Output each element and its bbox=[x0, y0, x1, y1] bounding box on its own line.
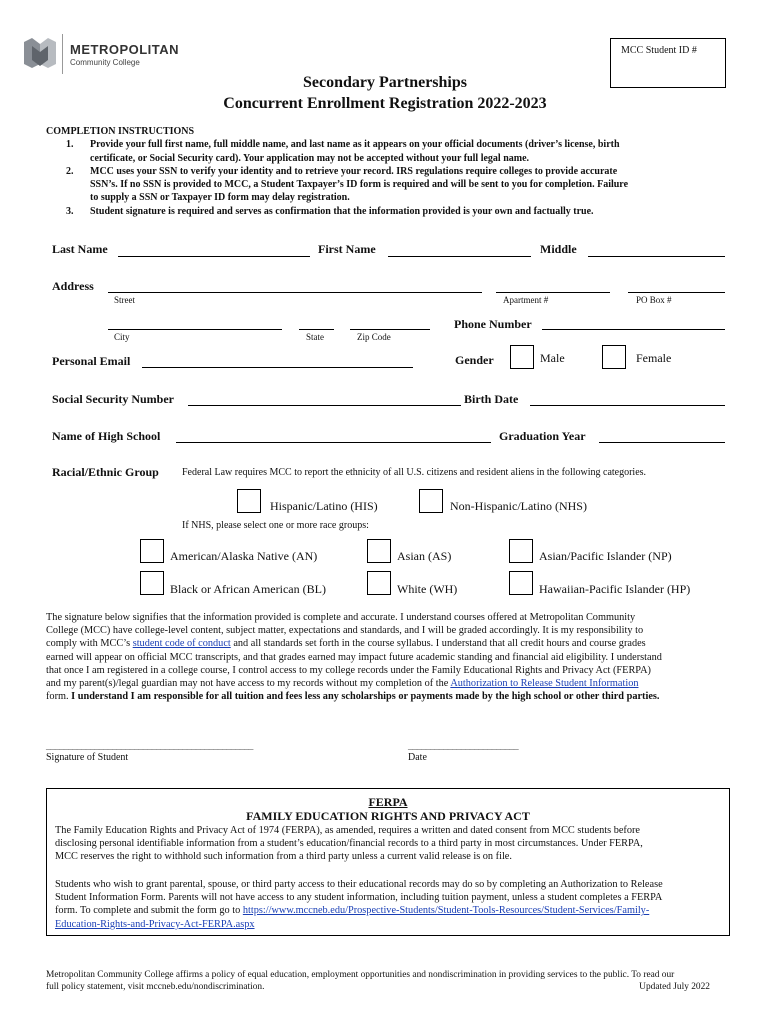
footer-updated: Updated July 2022 bbox=[639, 981, 710, 992]
instruction-line: Student signature is required and serves as confirmation that the information provided is your own and factually true. bbox=[90, 205, 594, 217]
date-line[interactable]: _________________________ bbox=[408, 740, 519, 751]
logo-name: METROPOLITAN bbox=[70, 42, 180, 57]
instruction-line: SSN’s. If no SSN is provided to MCC, a Student Taxpayer’s ID form is required and will be sent to you for completion. Failure bbox=[90, 179, 629, 191]
authorization-release-link[interactable]: Authorization to Release Student Information bbox=[450, 678, 639, 690]
responsibility-statement: I understand I am responsible for all tuition and fees less any scholarships or payments made by the high school or other third parties. bbox=[71, 691, 660, 703]
signature-label: Signature of Student bbox=[46, 752, 129, 763]
an-checkbox[interactable] bbox=[140, 539, 164, 563]
state-caption: State bbox=[306, 332, 324, 342]
ssn-field[interactable] bbox=[188, 405, 461, 406]
ferpa-line: The Family Education Rights and Privacy Act of 1974 (FERPA), as amended, requires a written and dated consent from MCC students before bbox=[55, 825, 640, 836]
hp-label: Hawaiian-Pacific Islander (HP) bbox=[539, 582, 691, 596]
date-label: Date bbox=[408, 752, 427, 763]
instructions-heading: COMPLETION INSTRUCTIONS bbox=[46, 126, 195, 137]
phone-field[interactable] bbox=[542, 329, 725, 330]
non-hispanic-label: Non-Hispanic/Latino (NHS) bbox=[450, 499, 587, 513]
first-name-label: First Name bbox=[318, 242, 376, 256]
hispanic-checkbox[interactable] bbox=[237, 489, 261, 513]
email-label: Personal Email bbox=[52, 354, 131, 368]
mcc-logo bbox=[24, 34, 194, 76]
ferpa-title: FERPA bbox=[368, 795, 408, 809]
non-hispanic-checkbox[interactable] bbox=[419, 489, 443, 513]
ferpa-line: Student Information Form. Parents will not have access to any student information, including tuition payment, unless a student completes a FERPA bbox=[55, 892, 663, 904]
middle-name-field[interactable] bbox=[588, 256, 725, 257]
statement-line bbox=[46, 677, 736, 690]
ferpa-paragraph-2 bbox=[55, 878, 727, 931]
footer bbox=[46, 970, 728, 993]
ssn-label: Social Security Number bbox=[52, 392, 174, 406]
female-checkbox[interactable] bbox=[602, 345, 626, 369]
instruction-number: 3. bbox=[66, 205, 74, 217]
street-caption: Street bbox=[114, 295, 135, 305]
first-name-field[interactable] bbox=[388, 256, 531, 257]
title-line2: Concurrent Enrollment Registration 2022-2023 bbox=[223, 95, 547, 112]
federal-law-note: Federal Law requires MCC to report the ethnicity of all U.S. citizens and resident aliens in the following categories. bbox=[182, 467, 647, 478]
instruction-item bbox=[46, 165, 736, 205]
instruction-line: to supply a SSN or Taxpayer ID form may delay registration. bbox=[90, 192, 350, 204]
city-caption: City bbox=[114, 332, 130, 342]
footer-line2: full policy statement, visit mccneb.edu/nondiscrimination. bbox=[46, 981, 265, 992]
ferpa-subtitle: FAMILY EDUCATION RIGHTS AND PRIVACY ACT bbox=[246, 809, 530, 823]
graduation-year-label: Graduation Year bbox=[499, 429, 586, 443]
zip-field[interactable] bbox=[350, 329, 430, 330]
statement-line: that once I am registered in a college course, I control access to my college records under the Family Educational Rights and Privacy Act (FERPA) bbox=[46, 664, 651, 676]
ferpa-line: MCC reserves the right to withhold such information from a third party unless a current valid release is on file. bbox=[55, 851, 512, 863]
wh-label: White (WH) bbox=[397, 582, 458, 596]
ferpa-text: form. To complete and submit the form go to bbox=[55, 905, 243, 917]
student-id-label: MCC Student ID # bbox=[621, 45, 697, 56]
instruction-line: MCC uses your SSN to verify your identity and to retrieve your record. IRS regulations require colleges to provide accurate bbox=[90, 165, 618, 177]
female-label: Female bbox=[636, 351, 672, 365]
male-checkbox[interactable] bbox=[510, 345, 534, 369]
high-school-label: Name of High School bbox=[52, 429, 161, 443]
state-field[interactable] bbox=[299, 329, 334, 330]
np-checkbox[interactable] bbox=[509, 539, 533, 563]
logo-divider bbox=[62, 34, 63, 74]
footer-line1: Metropolitan Community College affirms a policy of equal education, employment opportunities and nondiscrimination in providing services to the public. To read our bbox=[46, 970, 675, 980]
po-box-caption: PO Box # bbox=[636, 295, 672, 305]
title-line1: Secondary Partnerships bbox=[303, 74, 467, 91]
instruction-number: 2. bbox=[66, 165, 74, 177]
statement-text: and all standards set forth in the course syllabus. I understand that all credit hours and course grades bbox=[230, 638, 646, 650]
acknowledgement-statement bbox=[46, 611, 736, 703]
instruction-line: Provide your full first name, full middle name, and last name as it appears on your official documents (driver’s license, birth bbox=[90, 139, 620, 151]
signature-line[interactable]: _______________________________________________ bbox=[46, 740, 253, 751]
instruction-item bbox=[46, 205, 736, 218]
an-label: American/Alaska Native (AN) bbox=[170, 549, 318, 563]
ferpa-paragraph-1 bbox=[55, 824, 727, 864]
statement-text: and my parent(s)/legal guardian may not have access to my records without my completion of the bbox=[46, 678, 451, 690]
wh-checkbox[interactable] bbox=[367, 571, 391, 595]
statement-text: form. bbox=[46, 691, 72, 703]
racial-ethnic-label: Racial/Ethnic Group bbox=[52, 465, 159, 479]
email-field[interactable] bbox=[142, 367, 413, 368]
statement-line bbox=[46, 690, 736, 703]
instruction-line: certificate, or Social Security card). Your application may not be accepted without your full legal name. bbox=[90, 152, 530, 164]
as-checkbox[interactable] bbox=[367, 539, 391, 563]
statement-line: The signature below signifies that the information provided is complete and accurate. I understand courses offered at Metropolitan Community bbox=[46, 612, 636, 623]
address-label: Address bbox=[52, 279, 94, 293]
apartment-field[interactable] bbox=[496, 292, 610, 293]
statement-line bbox=[46, 637, 736, 650]
np-label: Asian/Pacific Islander (NP) bbox=[539, 549, 672, 563]
middle-label: Middle bbox=[540, 242, 577, 256]
zip-caption: Zip Code bbox=[357, 332, 391, 342]
statement-line: College (MCC) have college-level content, subject matter, expectations and standards, and I will be graded accordingly. It is my responsibility to bbox=[46, 625, 644, 637]
if-nhs-note: If NHS, please select one or more race groups: bbox=[182, 520, 369, 531]
ferpa-url-link[interactable]: https://www.mccneb.edu/Prospective-Students/Student-Tools-Resources/Student-Services/Family- bbox=[242, 905, 650, 917]
mcc-logo-mark-icon bbox=[24, 38, 56, 68]
bl-checkbox[interactable] bbox=[140, 571, 164, 595]
ferpa-url-link-cont[interactable]: Education-Rights-and-Privacy-Act-FERPA.aspx bbox=[55, 918, 255, 930]
po-box-field[interactable] bbox=[628, 292, 725, 293]
graduation-year-field[interactable] bbox=[599, 442, 725, 443]
high-school-field[interactable] bbox=[176, 442, 491, 443]
city-field[interactable] bbox=[108, 329, 282, 330]
hp-checkbox[interactable] bbox=[509, 571, 533, 595]
code-of-conduct-link[interactable]: student code of conduct bbox=[132, 638, 231, 650]
ferpa-box bbox=[46, 788, 730, 936]
ferpa-line bbox=[55, 904, 727, 917]
apartment-caption: Apartment # bbox=[503, 295, 549, 305]
ferpa-line: Students who wish to grant parental, spouse, or third party access to their educational records may do so by completing an Authorization to Release bbox=[55, 879, 663, 890]
as-label: Asian (AS) bbox=[397, 549, 452, 563]
hispanic-label: Hispanic/Latino (HIS) bbox=[270, 499, 378, 513]
ferpa-line: disclosing personal identifiable information from a student’s education/financial records to a third party in most circumstances. Under FERPA, bbox=[55, 838, 643, 850]
male-label: Male bbox=[540, 351, 565, 365]
street-field[interactable] bbox=[108, 292, 482, 293]
last-name-field[interactable] bbox=[118, 256, 310, 257]
bl-label: Black or African American (BL) bbox=[170, 582, 326, 596]
page-title bbox=[0, 72, 770, 114]
statement-text: comply with MCC’s bbox=[46, 638, 133, 650]
instructions bbox=[46, 125, 736, 218]
birth-date-field[interactable] bbox=[530, 405, 725, 406]
gender-label: Gender bbox=[455, 353, 494, 367]
phone-label: Phone Number bbox=[454, 317, 532, 331]
logo-subtitle: Community College bbox=[70, 58, 140, 67]
statement-line: earned will appear on official MCC transcripts, and that grades earned may impact future academic standing and financial aid eligibility. I understand bbox=[46, 651, 662, 663]
instruction-number: 1. bbox=[66, 139, 74, 151]
birth-date-label: Birth Date bbox=[464, 392, 519, 406]
last-name-label: Last Name bbox=[52, 242, 108, 256]
instruction-item bbox=[46, 138, 736, 165]
